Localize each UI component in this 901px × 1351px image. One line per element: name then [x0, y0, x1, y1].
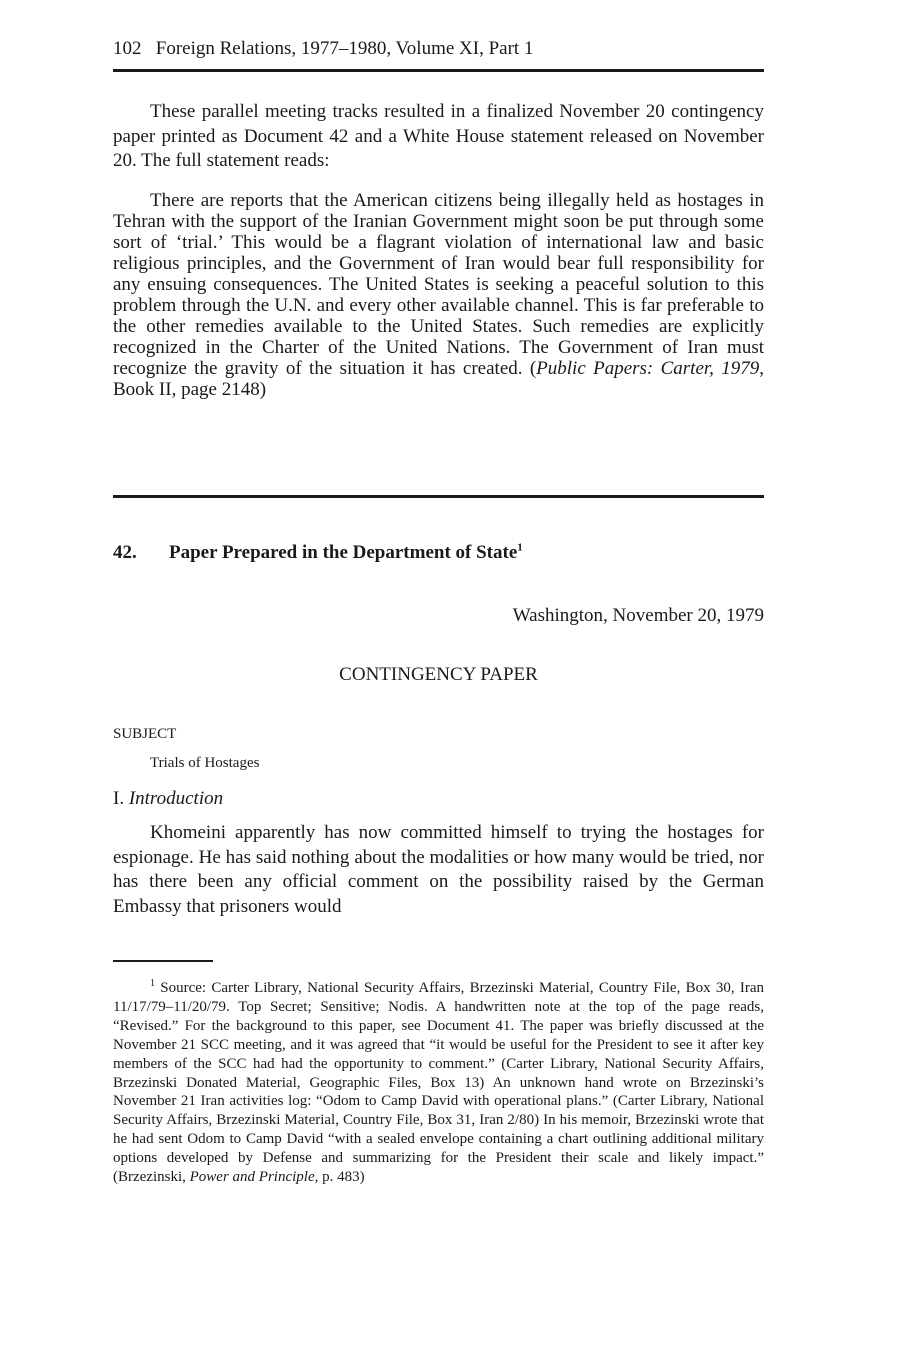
running-title: Foreign Relations, 1977–1980, Volume XI, Part 1	[155, 38, 534, 59]
statement-citation-title: Public Papers: Carter, 1979	[536, 358, 760, 379]
introduction-body: Khomeini apparently has now committed himself to trying the hostages for espionage. He has said nothing about the modalities or how many would be tried, nor has there been any official comment on the possibility raised by the German Embassy that prisoners would	[113, 822, 764, 917]
intro-paragraph: These parallel meeting tracks resulted in a finalized November 20 contingency paper printed as Document 42 and a White House statement released on November 20. The full statement reads:	[113, 101, 764, 172]
page-number: 102	[113, 38, 142, 59]
document-number: 42.	[113, 542, 137, 563]
footnote-rule	[113, 960, 213, 962]
section-heading	[113, 788, 223, 810]
running-header	[113, 38, 764, 60]
footnote-marker: 1	[150, 978, 155, 989]
white-house-statement	[113, 190, 764, 400]
footnote-italic: Power and Principle	[189, 1169, 315, 1186]
footnote	[113, 979, 764, 1187]
dateline: Washington, November 20, 1979	[512, 605, 764, 626]
section-number: I.	[113, 788, 125, 809]
title-footnote-marker: 1	[517, 541, 523, 554]
subject-value: Trials of Hostages	[150, 755, 260, 771]
section-divider	[113, 495, 764, 498]
header-rule	[113, 69, 764, 72]
document-title	[113, 542, 764, 564]
footnote-tail: , p. 483)	[314, 1169, 365, 1186]
subject-label: SUBJECT	[113, 726, 177, 742]
contingency-paper-heading: CONTINGENCY PAPER	[339, 664, 538, 685]
statement-text: There are reports that the American citizens being illegally held as hostages in Tehran with the support of the Iranian Government might soon be put through some sort of ‘trial.’ This would be a flagrant violation of international law and basic religious principles, and the Government of Iran would bear full responsibility for any ensuing consequences. The United States is seeking a peaceful solution to this problem through the U.N. and every other available channel. This is far preferable to the other remedies available to the United States. Such remedies are explicitly recognized in the Charter of the United Nations. The Government of Iran must recognize the gravity of the situation it has created. (	[113, 190, 764, 379]
footnote-text: Source: Carter Library, National Security Affairs, Brzezinski Material, Country File, Box 30, Iran 11/17/79–11/20/79. Top Secret; Sensitive; Nodis. A handwritten note at the top of the page reads, “Revised.” For the background to this paper, see Document 41. The paper was briefly discussed at the November 21 SCC meeting, and it was agreed that “it would be useful for the President to see it after key members of the SCC had had the opportunity to comment.” (Carter Library, National Security Affairs, Brzezinski Donated Material, Geographic Files, Box 13) An unknown hand wrote on Brzezinski’s November 21 Iran activities log: “Odom to Camp David with operational plans.” (Carter Library, National Security Affairs, Brzezinski Material, Country File, Box 31, Iran 2/80) In his memoir, Brzezinski wrote that he had sent Odom to Camp David “with a sealed envelope containing a chart outlining additional military options developed by Defense and summarizing for the President their scale and likely impact.” (Brzezinski,	[113, 980, 765, 1186]
section-title: Introduction	[128, 788, 224, 809]
document-title-text: Paper Prepared in the Department of State	[169, 542, 518, 563]
statement-citation-rest: , Book II, page 2148)	[113, 358, 764, 400]
